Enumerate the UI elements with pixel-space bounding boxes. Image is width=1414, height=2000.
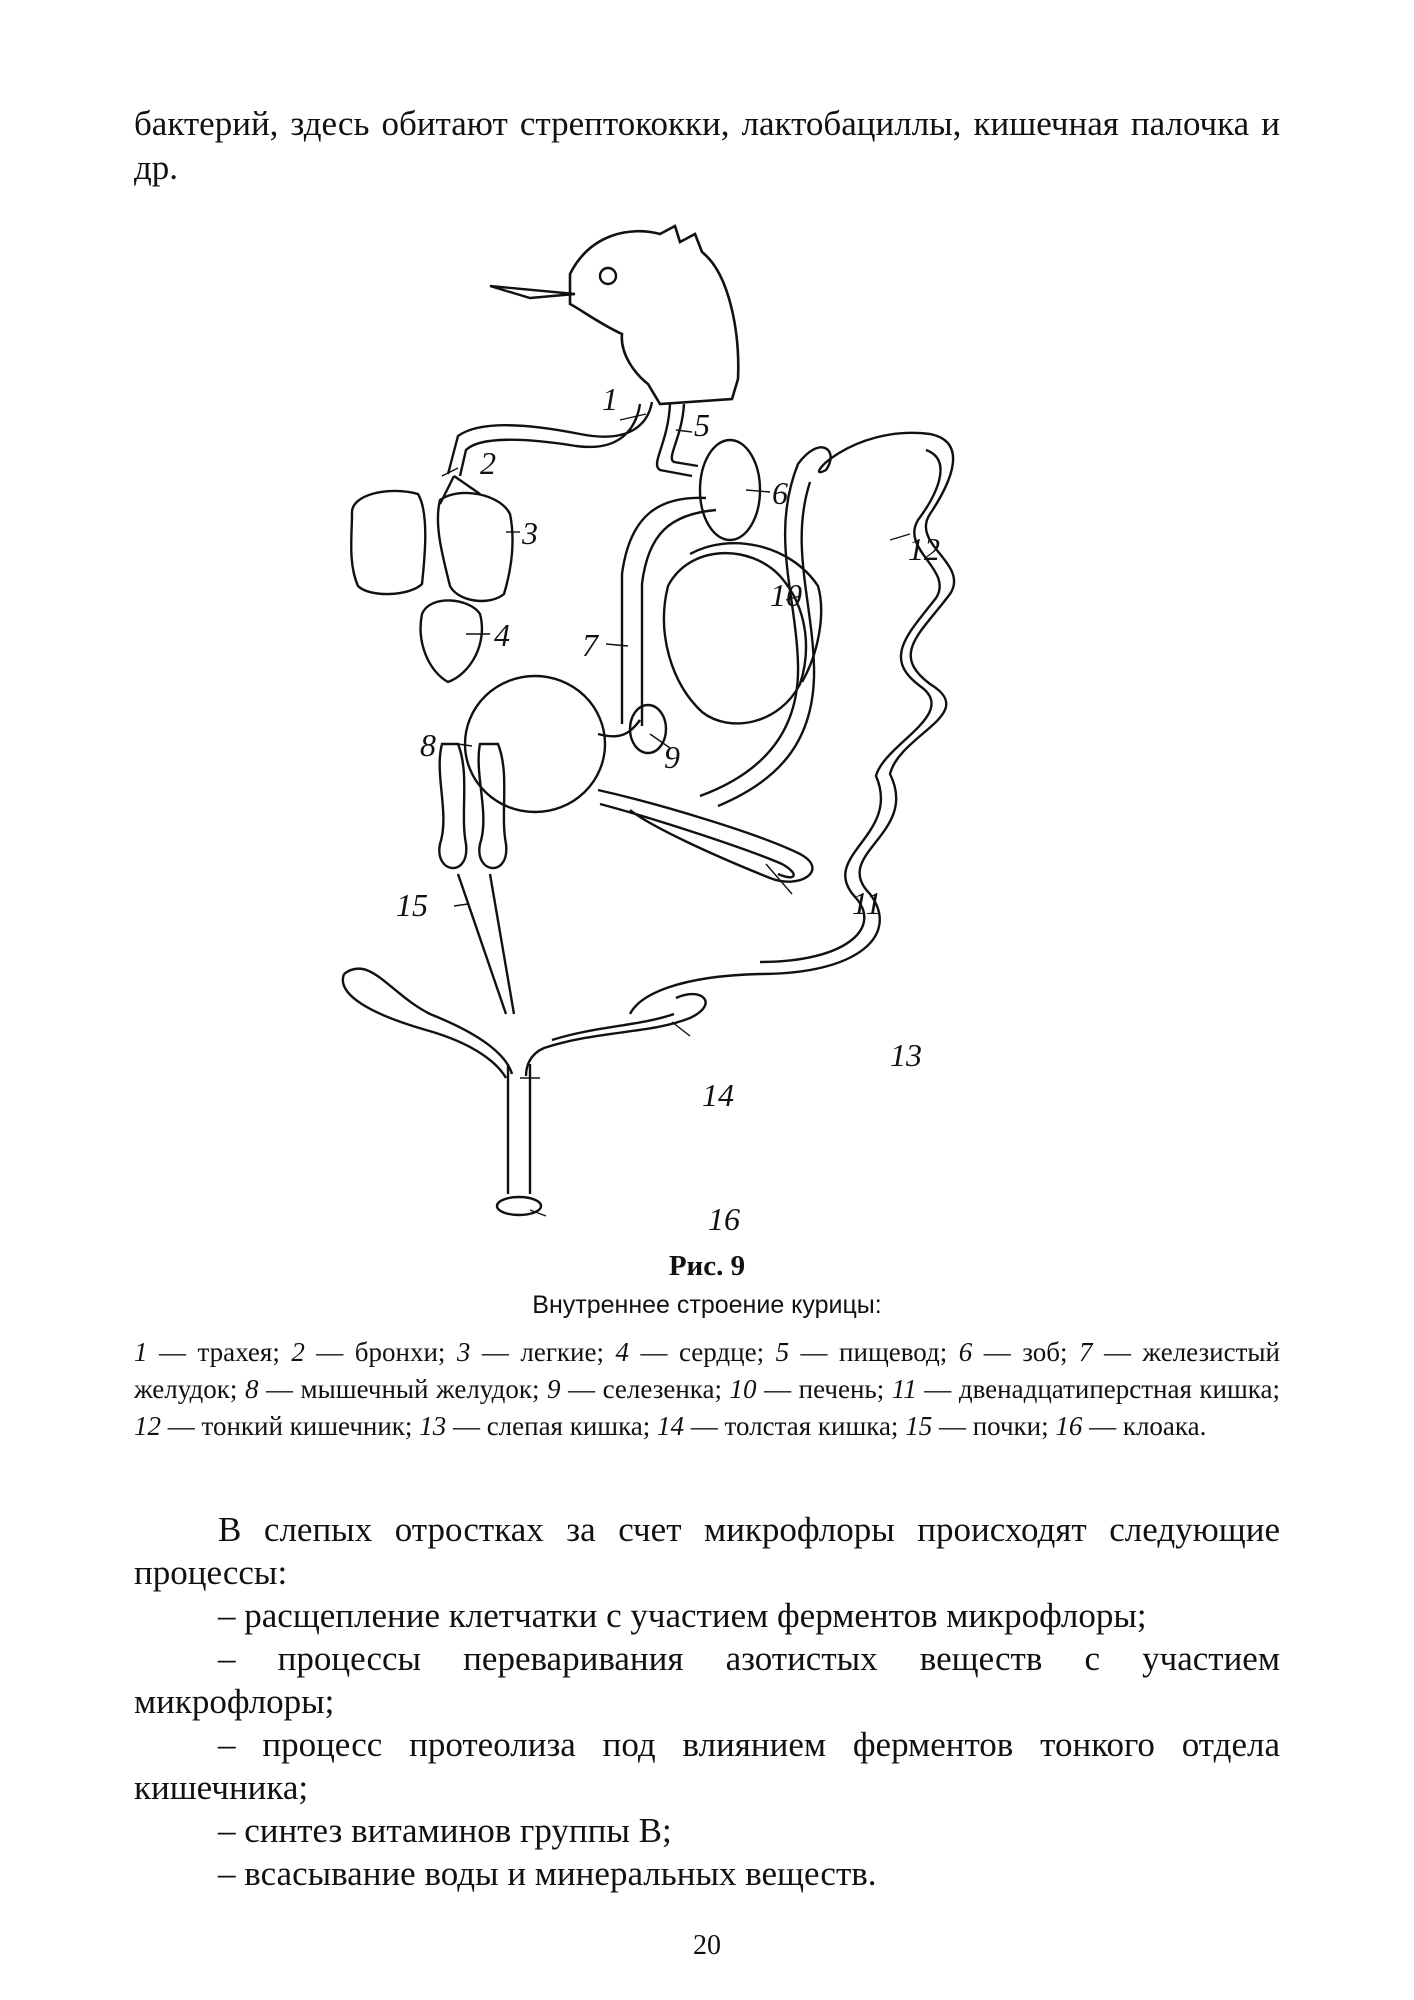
figure-label-4: 4 — [494, 617, 510, 653]
legend-number: 13 — [419, 1411, 447, 1441]
intro-paragraph: бактерий, здесь обитают стрептококки, лактобациллы, кишечная палочка и др. — [134, 104, 1280, 187]
legend-text: — сердце; — [628, 1337, 776, 1367]
legend-text: — двенадцатиперстная кишка; — [916, 1374, 1280, 1404]
legend-number: 5 — [775, 1337, 790, 1367]
legend-number: 3 — [456, 1337, 471, 1367]
legend-text: — трахея; — [147, 1337, 292, 1367]
legend-text: — мышечный желудок; — [258, 1374, 548, 1404]
figure-label-16: 16 — [708, 1201, 740, 1237]
list-item: – синтез витаминов группы В; — [218, 1811, 672, 1850]
list-item: – расщепление клетчатки с участием ферментов микрофлоры; — [218, 1596, 1147, 1635]
legend-number: 6 — [958, 1337, 973, 1367]
legend-number: 8 — [244, 1374, 259, 1404]
legend-text: — селезенка; — [560, 1374, 730, 1404]
legend-text: — почки; — [932, 1411, 1056, 1441]
body-text — [134, 1508, 1280, 1895]
list-item: – всасывание воды и минеральных веществ. — [218, 1854, 877, 1893]
figure-label-8: 8 — [420, 727, 436, 763]
esophagus — [657, 404, 698, 476]
figure-title: Рис. 9 — [668, 1250, 746, 1282]
figure-label-6: 6 — [772, 475, 788, 511]
legend-text: — бронхи; — [304, 1337, 457, 1367]
legend-number: 12 — [134, 1411, 161, 1441]
caecum-left — [343, 969, 512, 1078]
kidney-left — [439, 744, 466, 868]
lung-left — [351, 491, 425, 594]
large-intestine — [508, 1064, 530, 1194]
lung-right — [438, 493, 513, 601]
figure-label-15: 15 — [396, 887, 428, 923]
legend-number: 15 — [905, 1411, 933, 1441]
legend-number: 4 — [615, 1337, 629, 1367]
legend-text: — пищевод; — [789, 1337, 959, 1367]
figure-label-10: 10 — [770, 577, 802, 613]
legend-text: — толстая кишка; — [684, 1411, 906, 1441]
chicken-head — [570, 226, 738, 404]
legend-text: — печень; — [756, 1374, 892, 1404]
glandular-stomach — [622, 498, 716, 726]
legend-number: 11 — [891, 1374, 917, 1404]
legend-text: — слепая кишка; — [446, 1411, 658, 1441]
page-number: 20 — [693, 1930, 721, 1961]
spleen — [630, 705, 666, 753]
body-lead-paragraph: В слепых отростках за счет микрофлоры происходят следующие процессы: — [134, 1510, 1280, 1592]
legend-number: 1 — [134, 1337, 148, 1367]
legend-number: 9 — [547, 1374, 561, 1404]
chicken-anatomy-figure — [330, 214, 1030, 1244]
figure-label-12: 12 — [908, 531, 940, 567]
legend-text: — легкие; — [470, 1337, 616, 1367]
figure-label-1: 1 — [602, 381, 618, 417]
list-item: – процесс протеолиза под влиянием ферментов тонкого отдела кишечника; — [134, 1725, 1280, 1807]
trachea — [448, 402, 652, 476]
eye — [600, 268, 616, 284]
beak — [490, 286, 575, 298]
bronchi — [440, 476, 480, 504]
heart — [421, 600, 482, 682]
kidney-right — [479, 744, 507, 868]
legend-number: 14 — [657, 1411, 685, 1441]
figure-label-13: 13 — [890, 1037, 922, 1073]
figure-label-2: 2 — [480, 445, 496, 481]
figure-label-9: 9 — [664, 739, 680, 775]
figure-subtitle: Внутреннее строение курицы: — [532, 1291, 882, 1319]
legend-text: — тонкий кишечник; — [161, 1411, 420, 1441]
figure-label-11: 11 — [852, 885, 882, 921]
list-item: – процессы переваривания азотистых веществ с участием микрофлоры; — [134, 1639, 1280, 1721]
legend-text: — железистый желудок; — [134, 1337, 1280, 1404]
figure-label-3: 3 — [522, 515, 538, 551]
legend-text: — зоб; — [972, 1337, 1079, 1367]
legend-number: 7 — [1078, 1337, 1093, 1367]
figure-label-14: 14 — [702, 1077, 734, 1113]
duodenum — [598, 790, 812, 882]
legend-number: 16 — [1055, 1411, 1083, 1441]
legend-number: 2 — [291, 1337, 305, 1367]
legend-number: 10 — [729, 1374, 757, 1404]
legend-text: — клоака. — [1082, 1411, 1207, 1441]
caecum-right — [526, 994, 706, 1076]
figure-label-7: 7 — [582, 627, 598, 663]
figure-legend — [134, 1334, 1280, 1445]
figure-label-5: 5 — [694, 407, 710, 443]
